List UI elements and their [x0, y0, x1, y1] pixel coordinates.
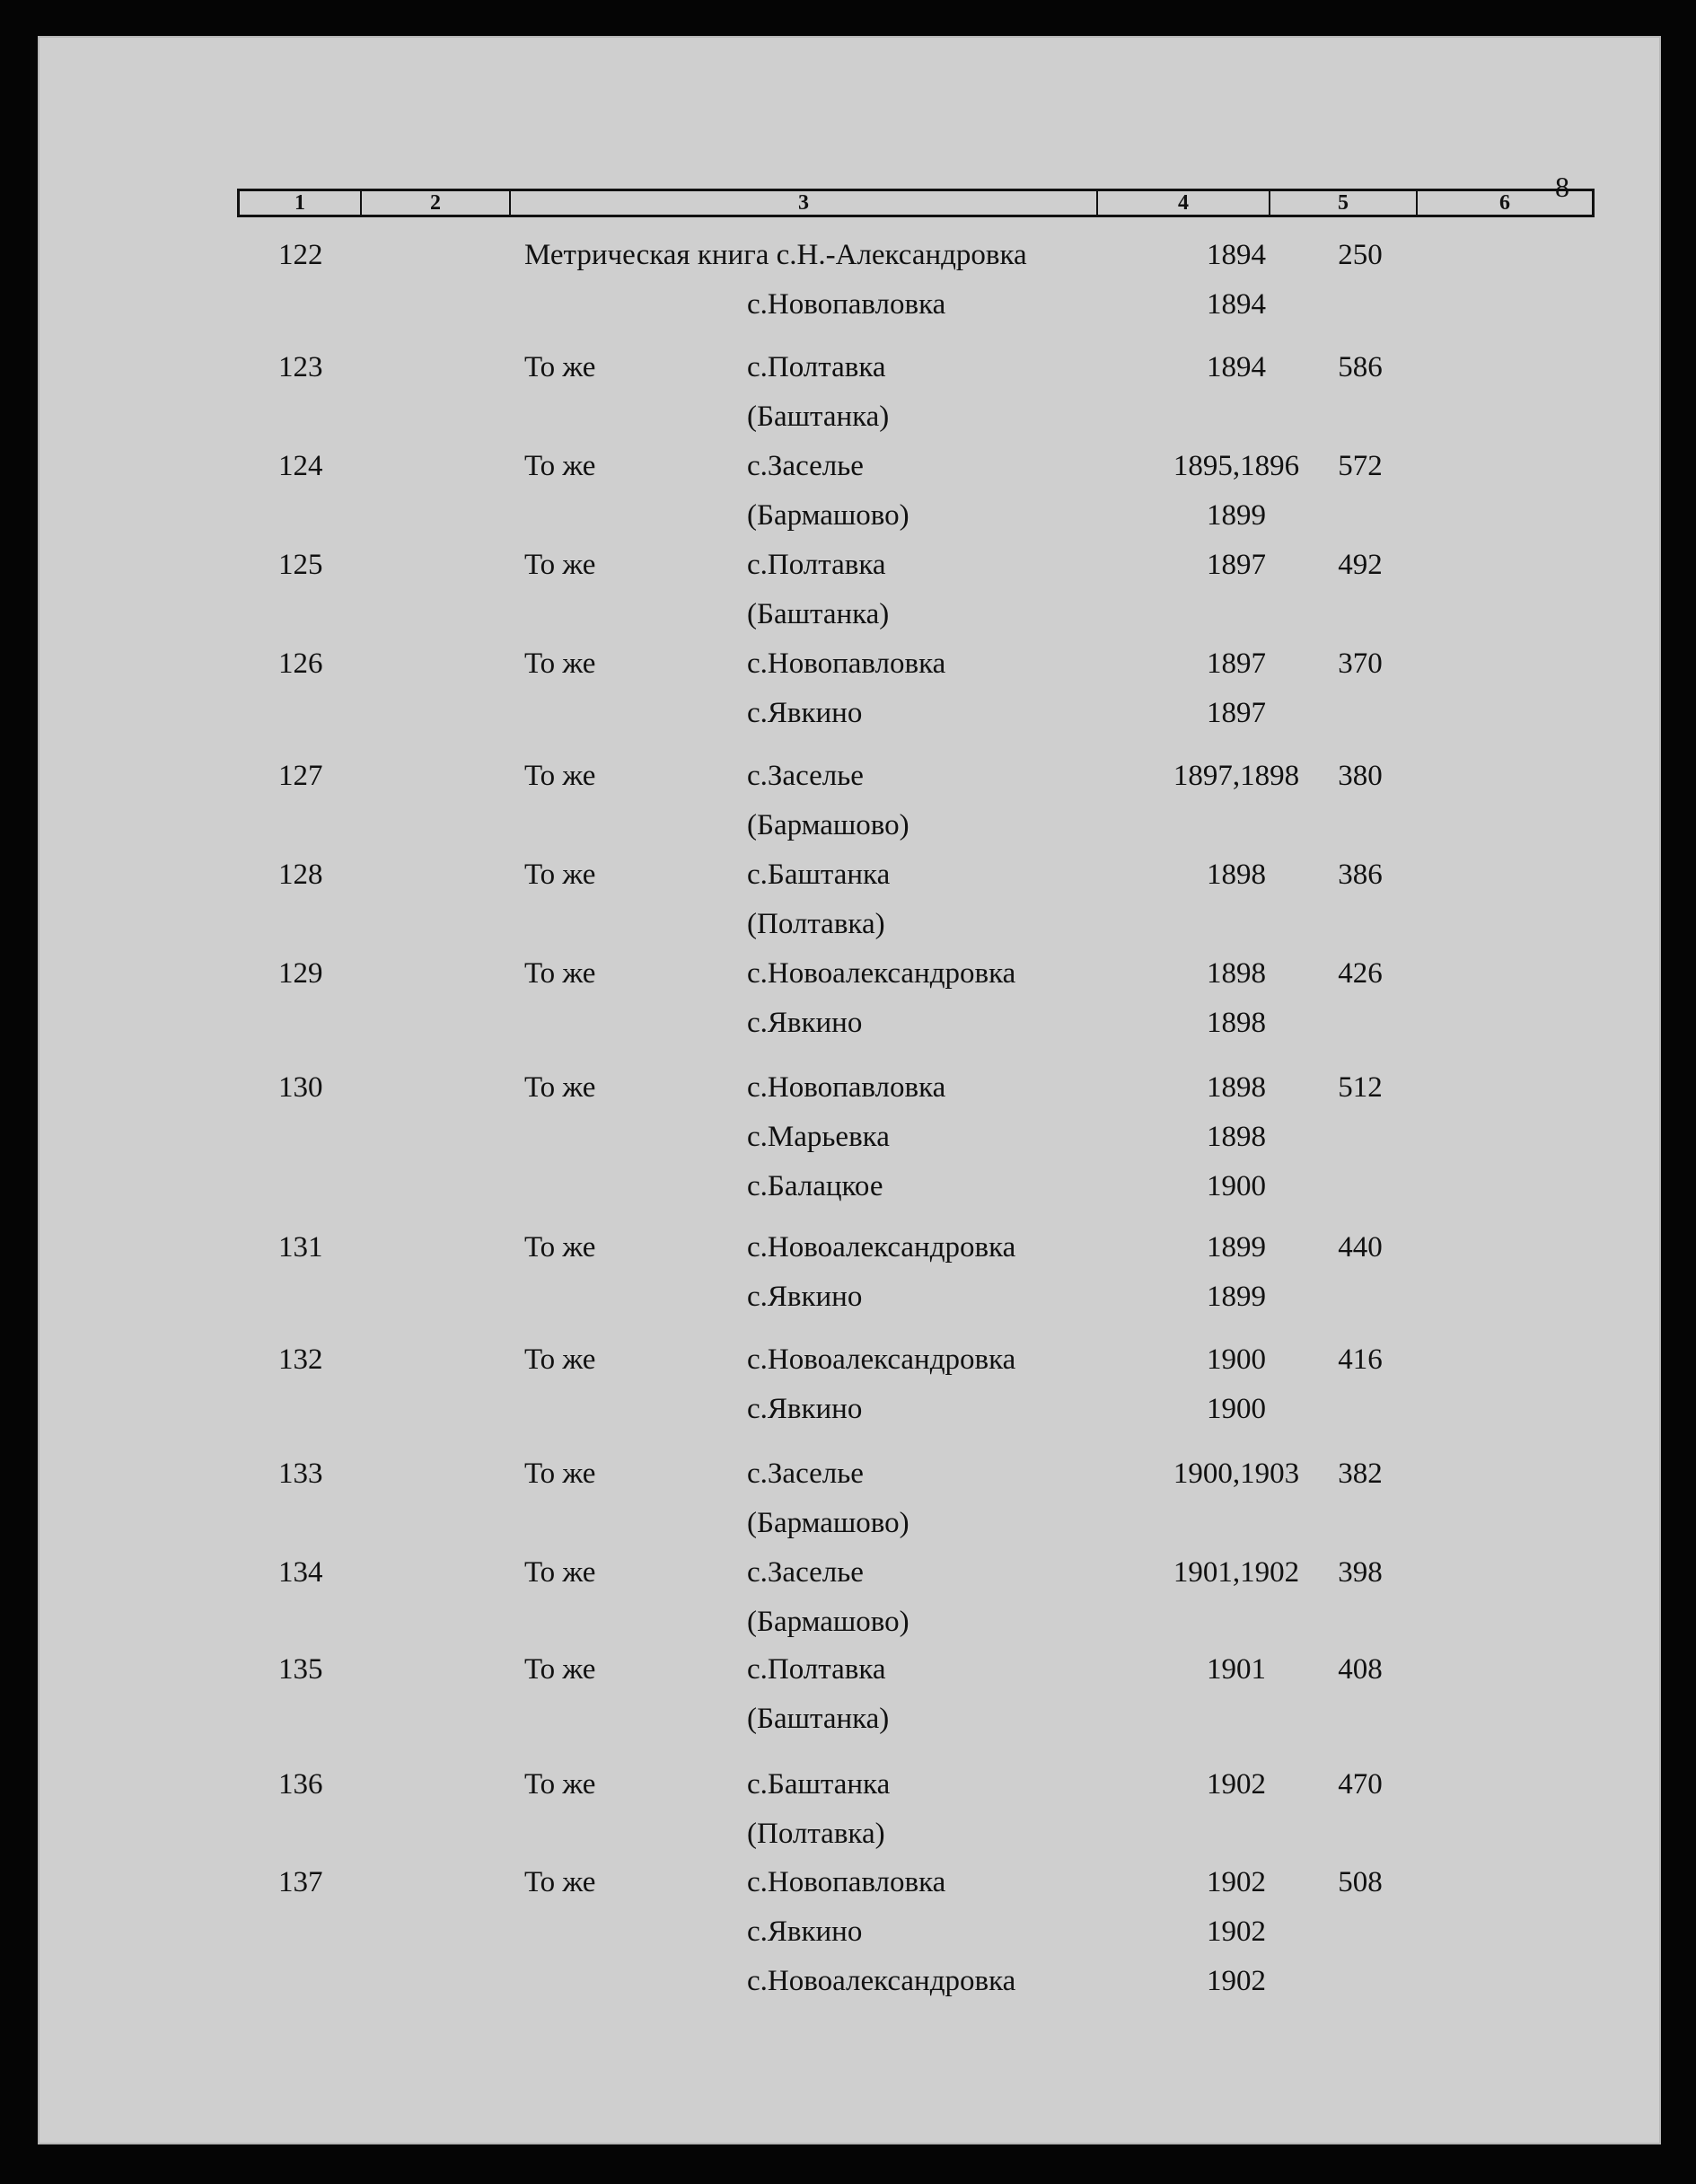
column-header-2: 2 [362, 191, 511, 215]
entry-count: 440 [1338, 1231, 1383, 1264]
register-entries [38, 36, 1661, 2144]
entry-place: (Бармашово) [747, 809, 910, 841]
entry-count: 508 [1338, 1866, 1383, 1898]
entry-number: 136 [278, 1768, 323, 1801]
entry-count: 470 [1338, 1768, 1383, 1801]
entry-year: 1894 [1207, 351, 1266, 383]
entry-place: с.Баштанка [747, 1768, 891, 1801]
page-number: 8 [1555, 171, 1569, 203]
entry-year: 1895,1896 [1173, 450, 1300, 482]
entry-year: 1901 [1207, 1653, 1266, 1686]
entry-place: (Баштанка) [747, 401, 890, 433]
entry-count: 250 [1338, 239, 1383, 271]
entry-note: То же [524, 1556, 596, 1589]
entry-place: с.Новоалександровка [747, 1231, 1016, 1264]
entry-year: 1894 [1207, 239, 1266, 271]
entry-note: То же [524, 1071, 596, 1104]
entry-place: (Баштанка) [747, 598, 890, 630]
entry-year: 1898 [1207, 957, 1266, 990]
entry-place: (Бармашово) [747, 1507, 910, 1539]
entry-count: 408 [1338, 1653, 1383, 1686]
entry-year: 1902 [1207, 1866, 1266, 1898]
entry-note: То же [524, 760, 596, 792]
column-header-5: 5 [1270, 191, 1418, 215]
entry-place: с.Новопавловка [747, 647, 946, 680]
entry-number: 128 [278, 859, 323, 891]
entry-number: 130 [278, 1071, 323, 1104]
entry-note: То же [524, 1343, 596, 1376]
entry-year: 1900,1903 [1173, 1457, 1300, 1490]
entry-note: То же [524, 1866, 596, 1898]
entry-place: с.Заселье [747, 1556, 864, 1589]
entry-year: 1898 [1207, 1121, 1266, 1153]
entry-place: с.Новоалександровка [747, 1965, 1016, 1997]
entry-count: 512 [1338, 1071, 1383, 1104]
entry-place: (Баштанка) [747, 1703, 890, 1735]
entry-count: 382 [1338, 1457, 1383, 1490]
entry-year: 1900 [1207, 1343, 1266, 1376]
entry-count: 416 [1338, 1343, 1383, 1376]
entry-place: с.Полтавка [747, 549, 886, 581]
entry-number: 122 [278, 239, 323, 271]
entry-count: 380 [1338, 760, 1383, 792]
entry-number: 135 [278, 1653, 323, 1686]
entry-count: 426 [1338, 957, 1383, 990]
entry-place: с.Заселье [747, 450, 864, 482]
entry-place: с.Явкино [747, 1007, 863, 1039]
entry-place: с.Новопавловка [747, 288, 946, 321]
entry-number: 134 [278, 1556, 323, 1589]
entry-place: с.Явкино [747, 1281, 863, 1313]
entry-count: 586 [1338, 351, 1383, 383]
entry-note: То же [524, 1653, 596, 1686]
entry-place: (Бармашово) [747, 1606, 910, 1638]
entry-year: 1898 [1207, 1007, 1266, 1039]
column-header-6: 6 [1499, 191, 1510, 215]
column-header-3: 3 [511, 191, 1098, 215]
entry-note: То же [524, 1231, 596, 1264]
entry-year: 1898 [1207, 859, 1266, 891]
entry-year: 1902 [1207, 1965, 1266, 1997]
entry-year: 1899 [1207, 499, 1266, 532]
entry-year: 1902 [1207, 1768, 1266, 1801]
entry-place: с.Новоалександровка [747, 957, 1016, 990]
entry-number: 129 [278, 957, 323, 990]
entry-year: 1897,1898 [1173, 760, 1300, 792]
entry-number: 123 [278, 351, 323, 383]
entry-place: с.Марьевка [747, 1121, 890, 1153]
entry-number: 126 [278, 647, 323, 680]
entry-count: 370 [1338, 647, 1383, 680]
entry-place: (Бармашово) [747, 499, 910, 532]
entry-year: 1900 [1207, 1170, 1266, 1202]
entry-place: с.Полтавка [747, 1653, 886, 1686]
entry-count: 386 [1338, 859, 1383, 891]
entry-place: с.Явкино [747, 697, 863, 729]
entry-year: 1899 [1207, 1231, 1266, 1264]
entry-place: с.Балацкое [747, 1170, 883, 1202]
entry-number: 125 [278, 549, 323, 581]
entry-place: с.Полтавка [747, 351, 886, 383]
entry-place: (Полтавка) [747, 1818, 885, 1850]
entry-place: с.Явкино [747, 1915, 863, 1948]
entry-year: 1897 [1207, 697, 1266, 729]
entry-note: То же [524, 351, 596, 383]
entry-place: (Полтавка) [747, 908, 885, 940]
entry-place: с.Новопавловка [747, 1071, 946, 1104]
entry-note: То же [524, 859, 596, 891]
entry-note: То же [524, 1457, 596, 1490]
entry-year: 1899 [1207, 1281, 1266, 1313]
document-page [38, 36, 1661, 2144]
entry-place: Метрическая книга с.Н.-Александровка [524, 239, 1027, 271]
entry-year: 1894 [1207, 288, 1266, 321]
entry-number: 137 [278, 1866, 323, 1898]
entry-count: 398 [1338, 1556, 1383, 1589]
entry-note: То же [524, 1768, 596, 1801]
column-header-1: 1 [240, 191, 362, 215]
entry-number: 132 [278, 1343, 323, 1376]
entry-count: 492 [1338, 549, 1383, 581]
entry-year: 1901,1902 [1173, 1556, 1300, 1589]
entry-year: 1897 [1207, 647, 1266, 680]
entry-place: с.Новопавловка [747, 1866, 946, 1898]
entry-year: 1902 [1207, 1915, 1266, 1948]
column-header-4: 4 [1098, 191, 1270, 215]
entry-note: То же [524, 450, 596, 482]
entry-year: 1900 [1207, 1393, 1266, 1425]
entry-number: 127 [278, 760, 323, 792]
entry-place: с.Новоалександровка [747, 1343, 1016, 1376]
entry-count: 572 [1338, 450, 1383, 482]
entry-year: 1898 [1207, 1071, 1266, 1104]
entry-number: 124 [278, 450, 323, 482]
entry-place: с.Заселье [747, 1457, 864, 1490]
entry-place: с.Заселье [747, 760, 864, 792]
entry-place: с.Баштанка [747, 859, 891, 891]
entry-note: То же [524, 647, 596, 680]
entry-number: 133 [278, 1457, 323, 1490]
entry-note: То же [524, 549, 596, 581]
entry-year: 1897 [1207, 549, 1266, 581]
entry-number: 131 [278, 1231, 323, 1264]
entry-note: То же [524, 957, 596, 990]
entry-place: с.Явкино [747, 1393, 863, 1425]
